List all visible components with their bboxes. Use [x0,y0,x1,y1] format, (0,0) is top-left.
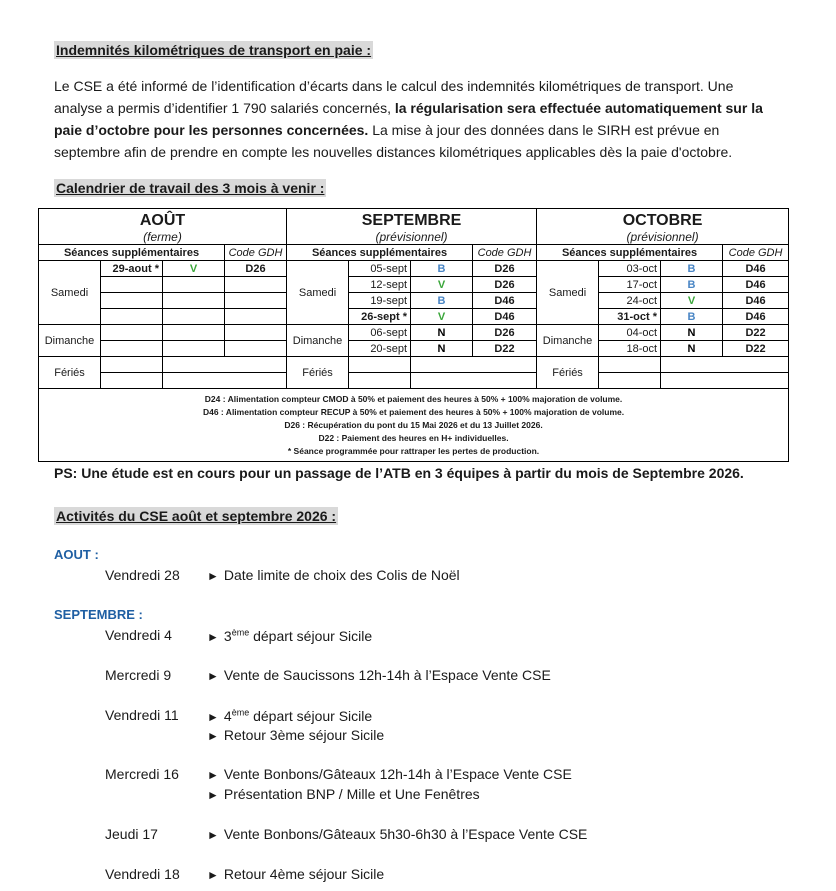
date-cell: 12-sept [349,277,411,293]
legend-box [39,389,789,462]
date-cell [349,373,411,389]
legend-line: D46 : Alimentation compteur RECUP à 50% et paiement des heures à 50% + 100% majoration de volume. [202,407,625,417]
triangle-bullet-icon: ► [207,569,219,583]
paragraph-bold-text: la régularisation sera effectuée automatiquement sur la paie d’octobre pour les personnes concernées. [54,100,763,138]
code-cell [225,277,287,293]
activity-text: Retour 4ème séjour Sicile [223,866,385,882]
letter-cell: N [661,341,723,357]
day-label-dimanche: Dimanche [287,325,349,357]
code-cell: D22 [723,341,789,357]
day-label-dimanche: Dimanche [39,325,101,357]
legend-line: D22 : Paiement des heures en H+ individuelles. [318,433,509,443]
date-cell: 19-sept [349,293,411,309]
day-label-samedi: Samedi [287,261,349,325]
triangle-bullet-icon: ► [207,629,219,644]
activity-item [207,567,460,583]
code-gdh-header: Code GDH [225,245,287,261]
letter-cell: V [411,277,473,293]
activity-item [207,707,372,724]
date-cell: 24-oct [599,293,661,309]
letter-cell: V [411,309,473,325]
code-cell: D46 [473,309,537,325]
letter-cell [661,373,789,389]
calendar-row [39,341,789,357]
date-cell [599,357,661,373]
date-cell [101,373,163,389]
activity-day: Vendredi 18 [105,866,180,882]
code-cell [225,293,287,309]
seances-header: Séances supplémentaires [287,245,473,261]
paragraph-end-text: La mise à jour des données dans le SIRH est prévue en septembre afin de prendre en compte les nouvelles distances kilométriques applicables dès la paie d'octobre. [54,122,733,160]
day-label-feries: Fériés [537,357,599,389]
day-label-feries: Fériés [39,357,101,389]
triangle-bullet-icon: ► [207,729,219,743]
day-label-feries: Fériés [287,357,349,389]
month-header-2: OCTOBRE [537,209,789,231]
activity-item [207,627,372,644]
code-cell [225,325,287,341]
code-cell: D46 [473,293,537,309]
day-label-samedi: Samedi [39,261,101,325]
month-status-0: (ferme) [39,230,287,245]
code-cell: D26 [473,261,537,277]
letter-cell [411,357,537,373]
date-cell [599,373,661,389]
code-cell [225,341,287,357]
date-cell: 04-oct [599,325,661,341]
activity-day: Vendredi 11 [105,707,179,723]
indemnites-paragraph [54,75,776,163]
letter-cell: N [661,325,723,341]
letter-cell: B [661,261,723,277]
letter-cell [163,325,225,341]
activity-text: Vente Bonbons/Gâteaux 5h30-6h30 à l’Espace Vente CSE [223,826,588,842]
day-label-dimanche: Dimanche [537,325,599,357]
triangle-bullet-icon: ► [207,709,219,724]
activity-item [207,766,572,782]
ps-note: PS: Une étude est en cours pour un passage de l’ATB en 3 équipes à partir du mois de Septembre 2026. [54,465,744,481]
date-cell: 18-oct [599,341,661,357]
code-cell: D46 [723,261,789,277]
date-cell [101,309,163,325]
code-cell: D46 [723,293,789,309]
month-status-2: (prévisionnel) [537,230,789,245]
code-gdh-header: Code GDH [723,245,789,261]
date-cell: 06-sept [349,325,411,341]
letter-cell: B [411,293,473,309]
month-label-septembre: SEPTEMBRE : [54,607,143,622]
date-cell: 29-aout * [101,261,163,277]
section-title-calendrier: Calendrier de travail des 3 mois à venir : [56,180,325,196]
activity-day: Mercredi 9 [105,667,172,683]
activity-item [207,727,384,743]
activity-item [207,866,384,882]
letter-cell [411,373,537,389]
code-cell: D22 [473,341,537,357]
activity-text: Vente Bonbons/Gâteaux 12h-14h à l’Espace Vente CSE [223,766,572,782]
month-status-1: (prévisionnel) [287,230,537,245]
letter-cell [163,277,225,293]
activity-text: 4ème départ séjour Sicile [223,707,373,724]
date-cell: 03-oct [599,261,661,277]
calendar-row [39,277,789,293]
activity-day: Vendredi 28 [105,567,180,583]
date-cell: 05-sept [349,261,411,277]
work-calendar-table [38,208,789,462]
legend-line: D24 : Alimentation compteur CMOD à 50% et paiement des heures à 50% + 100% majoration de volume. [204,394,623,404]
date-cell [101,325,163,341]
letter-cell [163,357,287,373]
calendar-row [39,261,789,277]
legend-line: * Séance programmée pour rattraper les pertes de production. [287,446,540,456]
calendar-row [39,293,789,309]
letter-cell: B [661,277,723,293]
date-cell: 31-oct * [599,309,661,325]
date-cell [349,357,411,373]
month-header-1: SEPTEMBRE [287,209,537,231]
month-header-0: AOÛT [39,209,287,231]
letter-cell: B [661,309,723,325]
date-cell [101,277,163,293]
code-cell: D26 [473,325,537,341]
activity-text: Retour 3ème séjour Sicile [223,727,385,743]
calendar-row [39,325,789,341]
letter-cell: V [163,261,225,277]
triangle-bullet-icon: ► [207,768,219,782]
calendar-row [39,357,789,373]
activity-day: Vendredi 4 [105,627,172,643]
seances-header: Séances supplémentaires [39,245,225,261]
activity-text: Présentation BNP / Mille et Une Fenêtres [223,786,480,802]
letter-cell: N [411,341,473,357]
code-gdh-header: Code GDH [473,245,537,261]
legend-line: D26 : Récupération du pont du 15 Mai 2026 et du 13 Juillet 2026. [284,420,543,430]
date-cell: 26-sept * [349,309,411,325]
activity-text: Vente de Saucissons 12h-14h à l’Espace Vente CSE [223,667,551,683]
letter-cell [163,341,225,357]
date-cell: 20-sept [349,341,411,357]
activity-item [207,786,480,802]
triangle-bullet-icon: ► [207,788,219,802]
activity-text: Date limite de choix des Colis de Noël [223,567,460,583]
letter-cell [163,309,225,325]
section-title-activites: Activités du CSE août et septembre 2026 : [56,508,337,524]
date-cell [101,341,163,357]
triangle-bullet-icon: ► [207,828,219,842]
activity-day: Jeudi 17 [105,826,158,842]
letter-cell: V [661,293,723,309]
code-cell: D26 [473,277,537,293]
letter-cell [163,373,287,389]
section-title-indemnites: Indemnités kilométriques de transport en paie : [56,42,372,58]
calendar-row [39,309,789,325]
triangle-bullet-icon: ► [207,669,219,683]
activity-text: 3ème départ séjour Sicile [223,627,373,644]
day-label-samedi: Samedi [537,261,599,325]
code-cell: D22 [723,325,789,341]
activity-item [207,667,551,683]
letter-cell: N [411,325,473,341]
seances-header: Séances supplémentaires [537,245,723,261]
letter-cell [661,357,789,373]
paragraph-text: Le CSE a été informé de l’identification d’écarts dans le calcul des indemnités kilométriques de transport. Une analyse a permis d’identifier 1 790 salariés concernés, [54,78,734,116]
letter-cell: B [411,261,473,277]
date-cell: 17-oct [599,277,661,293]
date-cell [101,293,163,309]
code-cell [225,309,287,325]
calendar-row [39,373,789,389]
letter-cell [163,293,225,309]
code-cell: D46 [723,309,789,325]
code-cell: D26 [225,261,287,277]
date-cell [101,357,163,373]
activity-day: Mercredi 16 [105,766,179,782]
activity-item [207,826,587,842]
code-cell: D46 [723,277,789,293]
month-label-aout: AOUT : [54,547,99,562]
triangle-bullet-icon: ► [207,868,219,882]
